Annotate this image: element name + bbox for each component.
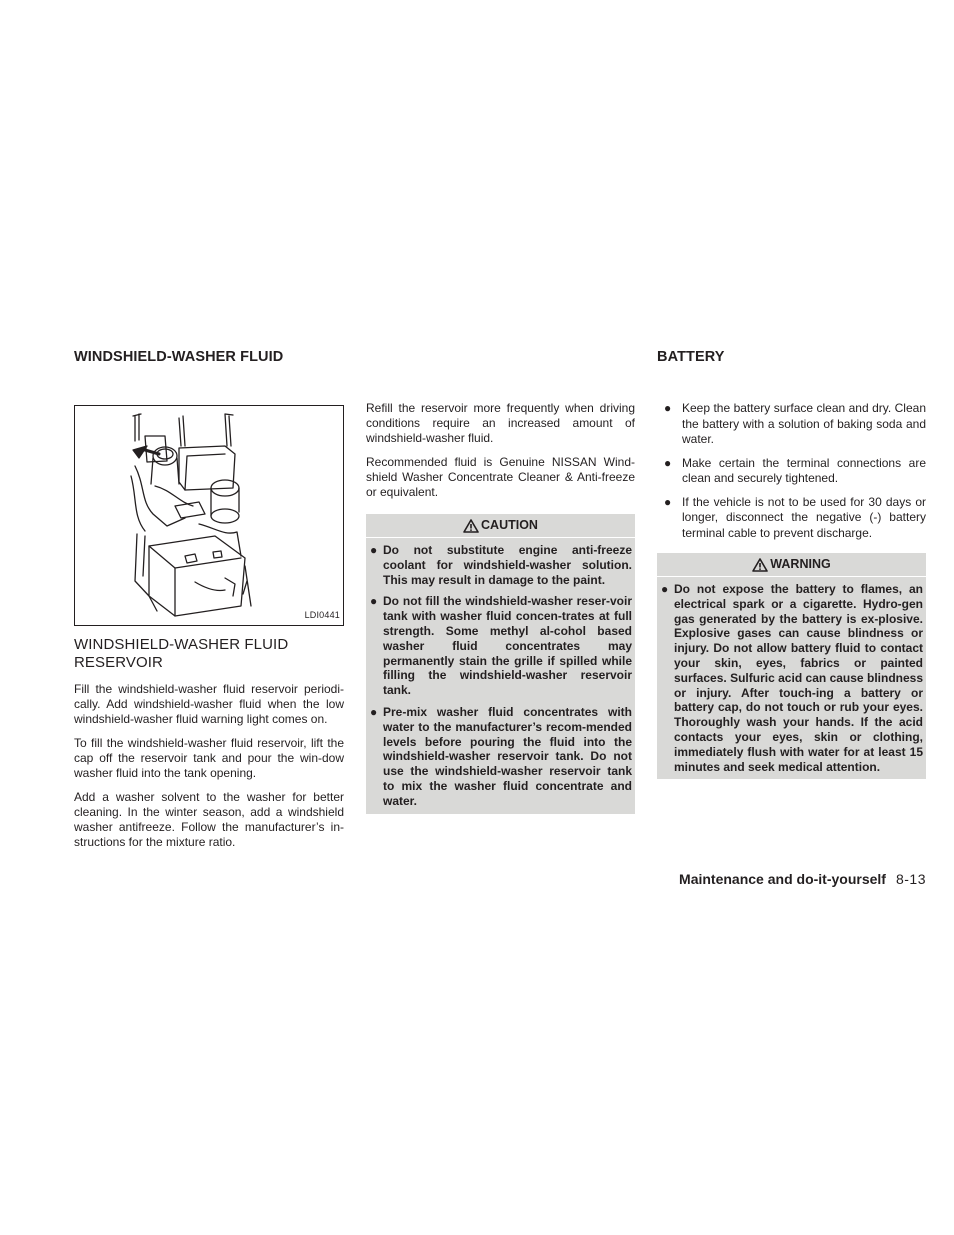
- caution-title: CAUTION: [481, 518, 538, 532]
- caution-item: ● Do not fill the windshield-washer reser-voir tank with washer fluid concen-trates at full strength. Some methyl al-cohol based washer fluid concentrates may permanently stain the grille if spilled while filling the windshield-washer reservoir tank.: [370, 594, 632, 698]
- paragraph-refill-frequency: Refill the reservoir more frequently when driving conditions require an increased amount of windshield-washer fluid.: [366, 401, 635, 445]
- caution-item-text: Pre-mix washer fluid concentrates with water to the manufacturer’s recom-mended levels before pouring the fluid into the windshield-washer reservoir tank. Do not use the windshield-washer reservoir tank to mix the washer fluid concentrate and water.: [383, 704, 632, 808]
- paragraph-recommended-fluid: Recommended fluid is Genuine NISSAN Wind-shield Washer Concentrate Cleaner & Anti-freeze or equivalent.: [366, 455, 635, 499]
- caution-item-text: Do not substitute engine anti-freeze coolant for windshield-washer solution. This may result in damage to the paint.: [383, 543, 632, 587]
- warning-item: ● Do not expose the battery to flames, an electrical spark or a cigarette. Hydro-gen gas generated by the battery is ex-plosive. Explosive gases can cause blindness or injury. Do not allow battery fluid to contact your skin, eyes, fabrics or painted surfaces. Sulfuric acid can cause blindness or injury. After touch-ing a battery or battery cap, do not touch or rub your eyes. Thoroughly wash your hands. If the acid contacts your eyes, skin or clothing, immediately flush with water for at least 15 minutes and seek medical attention.: [661, 582, 923, 774]
- page-number: 8-13: [895, 871, 926, 887]
- figure-label: LDI0441: [304, 610, 340, 620]
- engine-bay-drawing: [75, 406, 343, 625]
- battery-bullet-text: If the vehicle is not to be used for 30 days or longer, disconnect the negative (-) battery terminal cable to prevent discharge.: [682, 494, 926, 540]
- warning-list: [657, 582, 926, 774]
- caution-header: [366, 514, 635, 538]
- warning-title: WARNING: [770, 557, 831, 571]
- page-footer: [679, 871, 926, 887]
- paragraph-lift-cap: To fill the windshield-washer fluid reservoir, lift the cap off the reservoir tank and pour the win-dow washer fluid into the tank opening.: [74, 736, 344, 780]
- paragraph-washer-solvent: Add a washer solvent to the washer for better cleaning. In the winter season, add a windshield washer antifreeze. Follow the manufacturer’s in-structions for the mixture ratio.: [74, 790, 344, 849]
- caution-box: [366, 514, 635, 814]
- battery-bullet-text: Make certain the terminal connections are clean and securely tightened.: [682, 455, 926, 485]
- battery-bullet-text: Keep the battery surface clean and dry. Clean the battery with a solution of baking soda and water.: [682, 401, 926, 446]
- subheading-reservoir: WINDSHIELD-WASHER FLUID RESERVOIR: [74, 636, 289, 671]
- warning-item-text: Do not expose the battery to flames, an electrical spark or a cigarette. Hydro-gen gas generated by the battery is ex-plosive. Explosive gases can cause blindness or injury. Do not allow battery fluid to contact your skin, eyes, fabrics or painted surfaces. Sulfuric acid can cause blindness or injury. After touch-ing a battery or battery cap, do not touch or rub your eyes. Thoroughly wash your hands. If the acid contacts your eyes, skin or clothing, immediately flush with water for at least 15 minutes and seek medical attention.: [674, 582, 923, 774]
- footer-section-title: Maintenance and do-it-yourself: [679, 871, 886, 887]
- caution-list: [366, 543, 635, 809]
- warning-header: [657, 553, 926, 577]
- battery-bullet: ● Make certain the terminal connections are clean and securely tightened.: [664, 455, 926, 485]
- section-heading-windshield-washer-fluid: WINDSHIELD-WASHER FLUID: [74, 349, 284, 365]
- caution-item: ● Pre-mix washer fluid concentrates with water to the manufacturer’s recom-mended levels before pouring the fluid into the windshield-washer reservoir tank. Do not use the windshield-washer reservoir tank to mix the washer fluid concentrate and water.: [370, 704, 632, 808]
- caution-item: ● Do not substitute engine anti-freeze coolant for windshield-washer solution. This may result in damage to the paint.: [370, 543, 632, 587]
- right-column: [657, 401, 926, 779]
- paragraph-fill-reservoir: Fill the windshield-washer fluid reservoir periodi-cally. Add windshield-washer fluid when the low windshield-washer fluid warning light comes on.: [74, 682, 344, 726]
- battery-bullet: ● If the vehicle is not to be used for 30 days or longer, disconnect the negative (-) battery terminal cable to prevent discharge.: [664, 494, 926, 540]
- warning-box: [657, 553, 926, 779]
- warning-triangle-icon: [752, 558, 768, 572]
- battery-bullet: ● Keep the battery surface clean and dry. Clean the battery with a solution of baking soda and water.: [664, 401, 926, 446]
- left-column: [74, 401, 344, 859]
- caution-item-text: Do not fill the windshield-washer reser-voir tank with washer fluid concen-trates at full strength. Some methyl al-cohol based washer fluid concentrates may permanently stain the grille if spilled while filling the windshield-washer reservoir tank.: [383, 594, 632, 698]
- middle-column: [366, 401, 635, 814]
- section-heading-battery: BATTERY: [657, 349, 725, 365]
- warning-triangle-icon: [463, 519, 479, 533]
- battery-bullet-list: [657, 401, 926, 541]
- reservoir-illustration: [74, 405, 344, 626]
